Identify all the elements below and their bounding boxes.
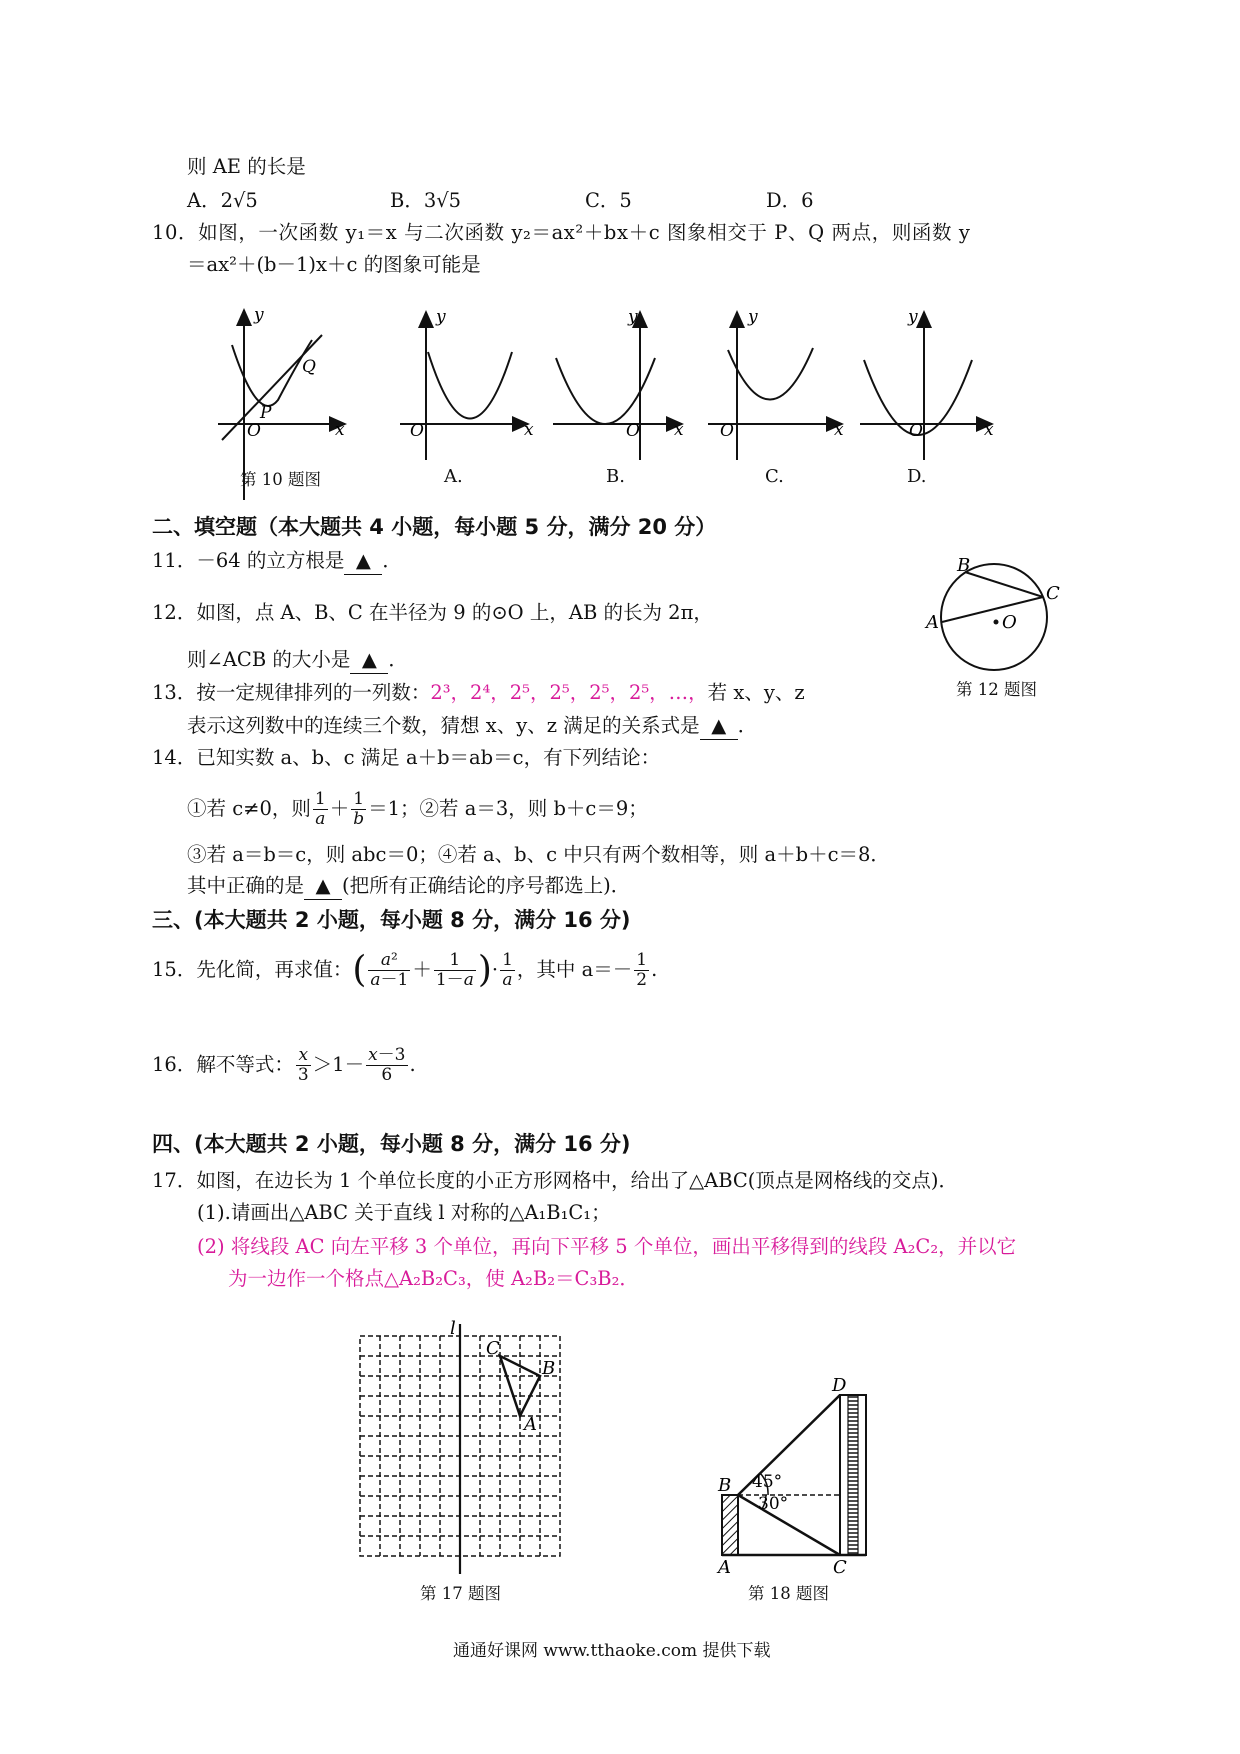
- q10-c-x: x: [834, 420, 844, 440]
- q17-label-a: A: [524, 1414, 537, 1435]
- q18-label-b: B: [718, 1475, 732, 1496]
- section4-title: 四、(本大题共 2 小题，每小题 8 分，满分 16 分): [152, 1132, 631, 1156]
- q17-label-c: C: [486, 1338, 500, 1359]
- q17-line1: 17．如图，在边长为 1 个单位长度的小正方形网格中，给出了△ABC(顶点是网格线的交点)．: [152, 1169, 959, 1192]
- q11: 11．－64 的立方根是 ▲ ．: [152, 548, 402, 575]
- section3-title: 三、(本大题共 2 小题，每小题 8 分，满分 16 分): [152, 908, 631, 932]
- q14-conclusion-1-2: ①若 c≠0，则 $\frac{1}{a}$ ＋ $\frac{1}{b}$ ＝1；②若 a＝3，则 b＋c＝9；: [187, 789, 648, 829]
- q10-label-b: B.: [606, 466, 625, 487]
- q18-angle-30: 30°: [758, 1494, 789, 1514]
- q10-c-y: y: [748, 307, 758, 327]
- q14-line4: 其中正确的是 ▲ (把所有正确结论的序号都选上)．: [187, 873, 630, 900]
- q14-blank: ▲: [304, 873, 342, 900]
- q18-caption: 第 18 题图: [748, 1584, 829, 1603]
- q10-b-x: x: [674, 420, 684, 440]
- q16: 16．解不等式： $\frac{x}{3}$ ＞1－ $\frac{x-3}{6}$ .: [152, 1045, 416, 1085]
- q14-line1: 14．已知实数 a、b、c 满足 a＋b＝ab＝c，有下列结论：: [152, 746, 661, 769]
- q12-blank: ▲: [350, 647, 388, 674]
- q10-label-c: C.: [765, 466, 784, 487]
- q17-part2-line1: (2) 将线段 AC 向左平移 3 个单位，再向下平移 5 个单位，画出平移得到的线段 A₂C₂，并以它: [197, 1235, 1017, 1258]
- q11-blank: ▲: [344, 548, 382, 575]
- q10-x-label: x: [335, 420, 345, 440]
- q14-conclusion-3-4: ③若 a＝b＝c，则 abc＝0；④若 a、b、c 中只有两个数相等，则 a＋b＋c＝8．: [187, 843, 890, 866]
- q17-part1: (1).请画出△ABC 关于直线 l 对称的△A₁B₁C₁；: [197, 1201, 611, 1224]
- q14-frac-1b: $\frac{1}{b}$: [353, 789, 365, 829]
- q10-a-y: y: [436, 307, 446, 327]
- q18-label-a: A: [718, 1557, 731, 1578]
- q10-caption: 第 10 题图: [240, 470, 321, 489]
- q10-d-y: y: [908, 307, 918, 327]
- q13-line2: 表示这列数中的连续三个数，猜想 x、y、z 满足的关系式是 ▲ ．: [187, 713, 757, 740]
- q18-figure: [700, 1355, 900, 1578]
- q17-label-b: B: [542, 1358, 556, 1379]
- q13-sequence: 2³，2⁴，2⁵，2⁵，2⁵，2⁵，…，: [430, 681, 708, 704]
- q10-o-label: O: [247, 421, 261, 441]
- q17-part2-line2: 为一边作一个格点△A₂B₂C₃，使 A₂B₂＝C₃B₂．: [228, 1267, 639, 1290]
- q10-a-x: x: [524, 420, 534, 440]
- q13-blank: ▲: [700, 713, 738, 740]
- q10-p-label: P: [260, 403, 272, 423]
- q15-frac-1: $\frac{1}{1-a}$: [435, 950, 474, 990]
- q16-frac-x3: $\frac{x}{3}$: [297, 1045, 309, 1085]
- q12-line1: 12．如图，点 A、B、C 在半径为 9 的⊙O 上，AB 的长为 2π，: [152, 601, 713, 624]
- q9-option-d: D．6: [766, 189, 814, 212]
- q12-label-a: A: [926, 612, 939, 633]
- q10-option-d-graph: [860, 312, 992, 460]
- q9-option-b: B．3√5: [390, 189, 462, 212]
- q17-label-l: l: [450, 1318, 456, 1339]
- q12-line2: 则∠ACB 的大小是 ▲ ．: [187, 647, 408, 674]
- q10-a-o: O: [410, 421, 424, 441]
- q11-text: 11．－64 的立方根是: [152, 549, 345, 572]
- q10-b-o: O: [626, 421, 640, 441]
- q10-d-o: O: [909, 421, 923, 441]
- footer: 通通好课网 www.tthaoke.com 提供下载: [453, 1641, 771, 1661]
- q12-label-o: O: [1002, 612, 1017, 633]
- q18-label-d: D: [832, 1375, 847, 1396]
- q15-frac-a2: $\frac{\text{a²}}{a-1}$: [370, 950, 409, 990]
- q12-caption: 第 12 题图: [956, 680, 1037, 699]
- q10-q-label: Q: [302, 357, 316, 377]
- q10-line2: ＝ax²＋(b－1)x＋c 的图象可能是: [187, 253, 481, 276]
- q12-label-b: B: [957, 555, 971, 576]
- q17-caption: 第 17 题图: [420, 1584, 501, 1603]
- q9-option-c: C．5: [585, 189, 632, 212]
- q18-label-c: C: [833, 1557, 847, 1578]
- q15-frac-half: $\frac{1}{2}$: [636, 950, 648, 990]
- q16-frac-x-3: $\frac{x-3}{6}$: [368, 1045, 406, 1085]
- q9-option-a: A．2√5: [187, 189, 258, 212]
- q14-frac-1a: $\frac{1}{a}$: [314, 789, 326, 829]
- q10-d-x: x: [984, 420, 994, 440]
- q13-line1: 13．按一定规律排列的一列数：2³，2⁴，2⁵，2⁵，2⁵，2⁵，…，若 x、y、z: [152, 681, 805, 704]
- section2-title: 二、填空题（本大题共 4 小题，每小题 5 分，满分 20 分）: [152, 515, 717, 539]
- q10-line1: 10．如图，一次函数 y₁＝x 与二次函数 y₂＝ax²＋bx＋c 图象相交于 P、Q 两点，则函数 y: [152, 221, 971, 244]
- q12-label-c: C: [1046, 583, 1060, 604]
- q10-c-o: O: [720, 421, 734, 441]
- q9-tail: 则 AE 的长是: [187, 155, 306, 178]
- q10-option-b-graph: [553, 312, 682, 460]
- q10-y-label: y: [254, 305, 264, 325]
- q10-b-y: y: [628, 307, 638, 327]
- q15-frac-1a: $\frac{1}{a}$: [502, 950, 513, 990]
- q10-label-a: A.: [444, 466, 463, 487]
- q18-angle-45: 45°: [752, 1472, 783, 1492]
- q10-label-d: D.: [907, 466, 927, 487]
- q15: 15．先化简，再求值：( $\frac{\text{a²}}{a-1}$ ＋ $\frac{1}{1-a}$ )· $\frac{1}{a}$ ，其中 a＝－ $\frac{1}{2}$ .: [152, 949, 658, 991]
- q17-grid-figure: [350, 1316, 590, 1576]
